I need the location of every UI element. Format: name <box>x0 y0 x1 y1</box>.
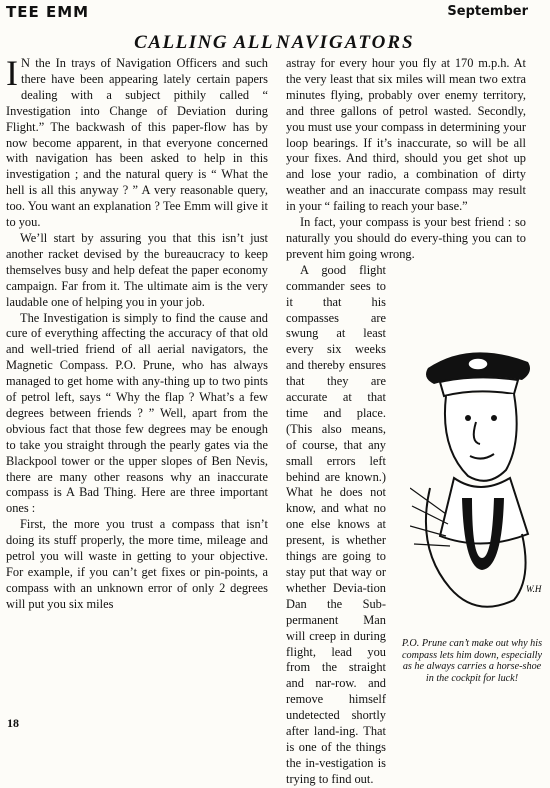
cap-badge-icon <box>468 358 488 370</box>
paragraph-5: astray for every hour you fly at 170 m.p.h. At the very least that six miles will mean two extra minutes flying, probably over enemy territory, and three gallons of petrol wasted. Secondly, you must use your compass in determining your loop bearings. If it’s inaccurate, so will be all your fixes. And third, should you get shot up and lose your radio, a combination of dirty weather and an inaccurate compass may result in your “ failing to reach your base.” <box>286 56 526 214</box>
illustration-caption: P.O. Prune can’t make out why his compass lets him down, especially as he always carries a horse-shoe in the cockpit for luck! <box>401 638 543 684</box>
paragraph-3: The Investigation is simply to find the cause and cure of everything affecting the accuracy of that old and well-tried friend of all aerial navigators, the Magnetic Compass. P.O. Prune, who has always managed to get home with any-thing up to two pints of petrol left, says “ Why the flap ? What’s a few degrees between friends ? ” Well, apart from the obvious fact that those few degrees may be enough to take you straight through the pearly gates via the Blackpool tower or the upper slopes of Ben Nevis, there are many other reasons why an inaccurate compass is A Bad Thing. Here are three important ones : <box>6 310 268 516</box>
paragraph-7-text: A good flight commander sees to it that his compasses are swung at least every six weeks and thereby ensures that they are accurate at that time and place. (This also means, of course, that any small errors left behind are known.) What he does not know, and what no one else knows at present, is whether things are going to stay put that way or whether Devia-tion Dan the Sub-permanent Man will creep in during flight, lead you from the straight and nar-row. and remove himself undetected shortly after land-ing. That is one of the things the in-vestigation is trying to find out. <box>286 262 386 786</box>
pilot-cartoon-illustration <box>410 338 546 634</box>
text-column-left <box>6 53 268 613</box>
paragraph-6: In fact, your compass is your best friend : so naturally you should do every-thing you can to prevent him going wrong. <box>286 215 526 261</box>
paragraph-1 <box>6 53 268 231</box>
cap-band-icon <box>440 377 518 396</box>
page-number: 18 <box>7 716 19 730</box>
paragraph-4: First, the more you trust a compass that isn’t doing its stuff properly, the more time, mileage and petrol you will waste in getting to your objective. For example, if you can’t get fixes or pin-points, a compass with an unknown error of only 2 degrees will put you six miles <box>6 517 268 611</box>
issue-month: September <box>447 4 528 19</box>
artist-signature: W.H <box>526 584 542 594</box>
masthead: TEE EMM <box>6 3 90 21</box>
head-outline-icon <box>445 394 517 481</box>
drop-cap: I <box>6 53 18 93</box>
eye-left-icon <box>465 415 471 421</box>
paragraph-1-text: N the In trays of Navigation Officers and such there have been appearing lately certain papers dealing with a subject pithily called “ Investigation into Change of Deviation during Flight.” The backwash of this paper-flow has by now become apparent, in that everyone concerned with navigation has been asked to help in this investigation ; and the natural query is “ What the hell is all this anyway ? ” A very reasonable query, too. You want an explanation ? Tee Emm will give it to you. <box>6 56 268 230</box>
eye-right-icon <box>491 415 497 421</box>
paragraph-2: We’ll start by assuring you that this isn’t just another racket devised by the bureaucracy to keep themselves busy and help defeat the paper economy campaign. Far from it. The ultimate aim is the very laudable one of helping you in your job. <box>6 230 268 309</box>
article-title-part1: CALLING ALL <box>134 32 274 53</box>
jacket-icon <box>440 478 528 544</box>
article-title-part2: NAVIGATORS <box>276 32 415 53</box>
